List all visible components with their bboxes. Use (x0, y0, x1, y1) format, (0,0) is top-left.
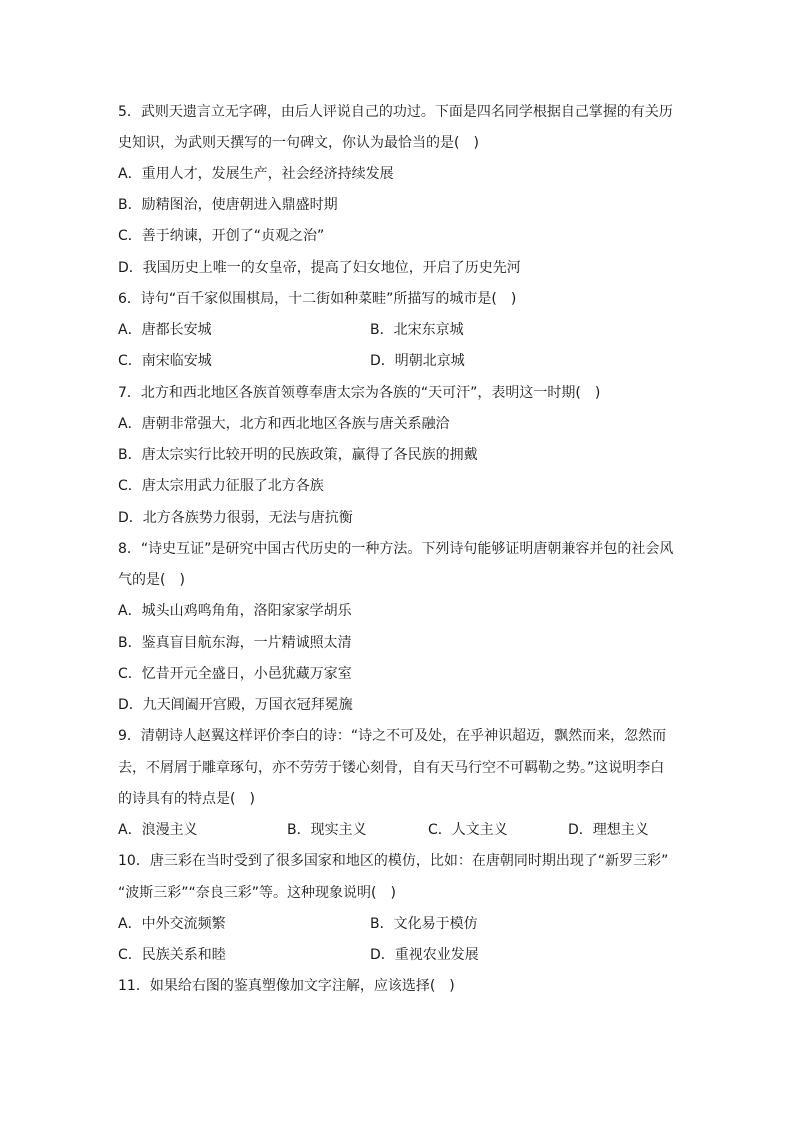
question-5-stem-line-1: 5．武则天遗言立无字碑，由后人评说自己的功过。下面是四名同学根据自己掌握的有关历 (118, 104, 673, 120)
question-10-stem-line-1: 10．唐三彩在当时受到了很多国家和地区的模仿，比如：在唐朝同时期出现了“新罗三彩” (118, 853, 669, 869)
question-9-option-b: B．现实主义 (287, 822, 367, 838)
question-6-option-c: C．南宋临安城 (118, 353, 212, 369)
question-6-option-b: B．北宋东京城 (370, 322, 464, 338)
question-8-stem-line-2: 气的是( ) (118, 572, 185, 588)
question-10-option-a: A．中外交流频繁 (118, 916, 226, 932)
question-7-option-a: A．唐朝非常强大，北方和西北地区各族与唐关系融洽 (118, 416, 450, 432)
question-5-option-c: C．善于纳谏，开创了“贞观之治” (118, 228, 325, 244)
question-9-option-a: A．浪漫主义 (118, 822, 198, 838)
question-9-stem-line-1: 9．清朝诗人赵翼这样评价李白的诗：“诗之不可及处，在乎神识超迈，飘然而来，忽然而 (118, 728, 667, 744)
question-7-option-c: C．唐太宗用武力征服了北方各族 (118, 478, 324, 494)
question-8-option-d: D．九天阊阖开宫殿，万国衣冠拜冕旒 (118, 697, 353, 713)
question-6-option-d: D．明朝北京城 (370, 353, 465, 369)
question-9-stem-line-2: 去，不屑屑于雕章琢句，亦不劳劳于镂心刻骨，自有天马行空不可羁勒之势。”这说明李白 (118, 760, 665, 776)
question-6-option-a: A．唐都长安城 (118, 322, 212, 338)
question-10-option-d: D．重视农业发展 (370, 947, 479, 963)
question-5-option-b: B．励精图治，使唐朝进入鼎盛时期 (118, 197, 338, 213)
question-8-option-a: A．城头山鸡鸣角角，洛阳家家学胡乐 (118, 603, 352, 619)
question-7-stem: 7．北方和西北地区各族首领尊奉唐太宗为各族的“天可汗”，表明这一时期( ) (118, 385, 601, 401)
question-8-option-c: C．忆昔开元全盛日，小邑犹藏万家室 (118, 666, 352, 682)
question-10-option-c: C．民族关系和睦 (118, 947, 226, 963)
question-7-option-b: B．唐太宗实行比较开明的民族政策，赢得了各民族的拥戴 (118, 447, 478, 463)
question-5-option-d: D．我国历史上唯一的女皇帝，提高了妇女地位，开启了历史先河 (118, 260, 521, 276)
question-5-stem-line-2: 史知识，为武则天撰写的一句碑文，你认为最恰当的是( ) (118, 135, 479, 151)
question-9-option-c: C．人文主义 (428, 822, 508, 838)
question-10-option-b: B．文化易于模仿 (370, 916, 478, 932)
question-11-stem: 11．如果给右图的鉴真塑像加文字注解，应该选择( ) (118, 978, 455, 994)
question-5-option-a: A．重用人才，发展生产，社会经济持续发展 (118, 166, 394, 182)
question-10-stem-line-2: “波斯三彩”“奈良三彩”等。这种现象说明( ) (118, 885, 396, 901)
question-9-option-d: D．理想主义 (568, 822, 649, 838)
question-8-stem-line-1: 8．“诗史互证”是研究中国古代历史的一种方法。下列诗句能够证明唐朝兼容并包的社会风 (118, 541, 674, 557)
question-6-stem: 6．诗句“百千家似围棋局，十二街如种菜畦”所描写的城市是( ) (118, 291, 517, 307)
question-7-option-d: D．北方各族势力很弱，无法与唐抗衡 (118, 510, 353, 526)
question-8-option-b: B．鉴真盲目航东海，一片精诚照太清 (118, 635, 352, 651)
question-9-stem-line-3: 的诗具有的特点是( ) (118, 791, 255, 807)
